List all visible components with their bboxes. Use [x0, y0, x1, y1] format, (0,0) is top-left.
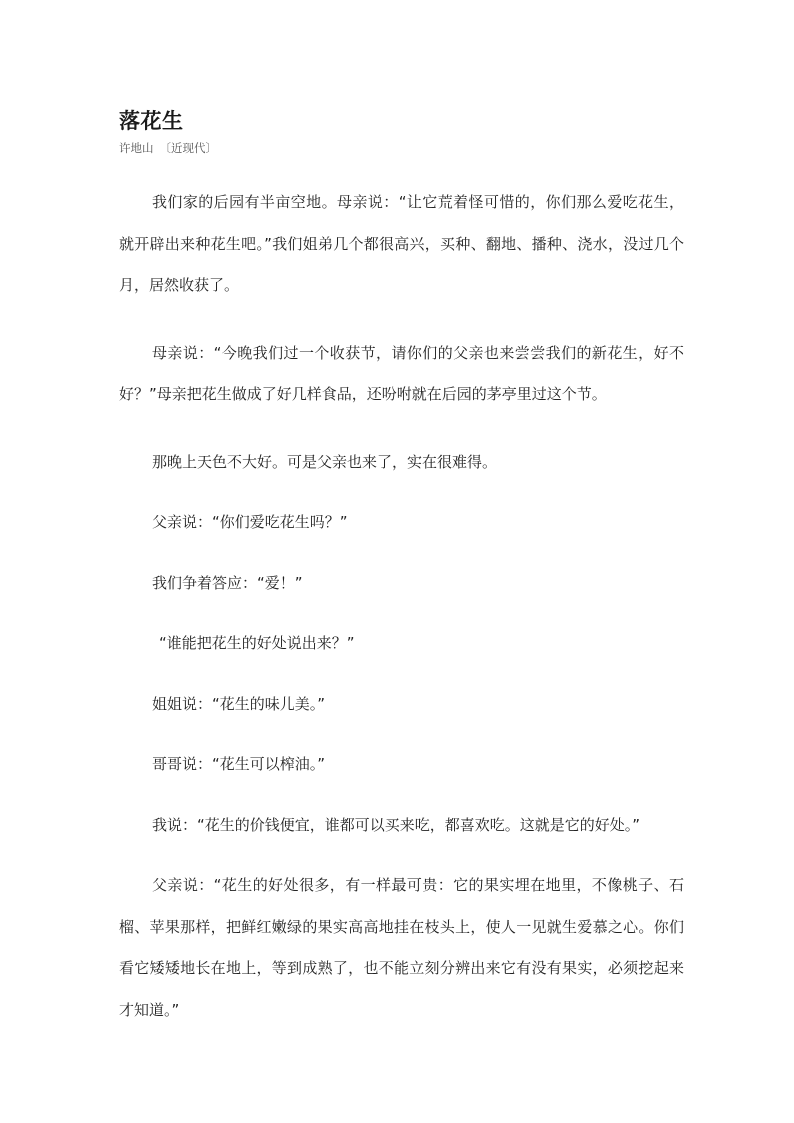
author-name: 许地山 [119, 141, 154, 155]
article-body [119, 182, 684, 1057]
poem-title: 落花生 [119, 109, 184, 133]
paragraph: 我们争着答应：“爱！” [152, 573, 303, 592]
byline [119, 140, 217, 156]
paragraph: 母亲说：“今晚我们过一个收获节，请你们的父亲也来尝尝我们的新花生，好不好？”母亲把花生做成了好几样食品，还吩咐就在后园的茅亭里过这个节。 [119, 343, 684, 403]
paragraph: 我说：“花生的价钱便宜，谁都可以买来吃，都喜欢吃。这就是它的好处。” [152, 815, 641, 834]
dynasty-label: 〔近现代〕 [159, 141, 217, 155]
paragraph: 父亲说：“花生的好处很多，有一样最可贵：它的果实埋在地里，不像桃子、石榴、苹果那样，把鲜红嫩绿的果实高高地挂在枝头上，使人一见就生爱慕之心。你们看它矮矮地长在地上，等到成熟了，也不能立刻分辨出来它有没有果实，必须挖起来才知道。” [119, 876, 684, 1019]
paragraph: 姐姐说：“花生的味儿美。” [152, 694, 326, 713]
paragraph: 我们家的后园有半亩空地。母亲说：“让它荒着怪可惜的，你们那么爱吃花生，就开辟出来种花生吧。”我们姐弟几个都很高兴，买种、翻地、播种、浇水，没过几个月，居然收获了。 [119, 193, 684, 294]
paragraph: “谁能把花生的好处说出来？” [159, 634, 355, 652]
paragraph: 父亲说：“你们爱吃花生吗？” [152, 513, 348, 531]
paragraph: 哥哥说：“花生可以榨油。” [152, 755, 326, 773]
paragraph: 那晚上天色不大好。可是父亲也来了，实在很难得。 [152, 452, 498, 471]
